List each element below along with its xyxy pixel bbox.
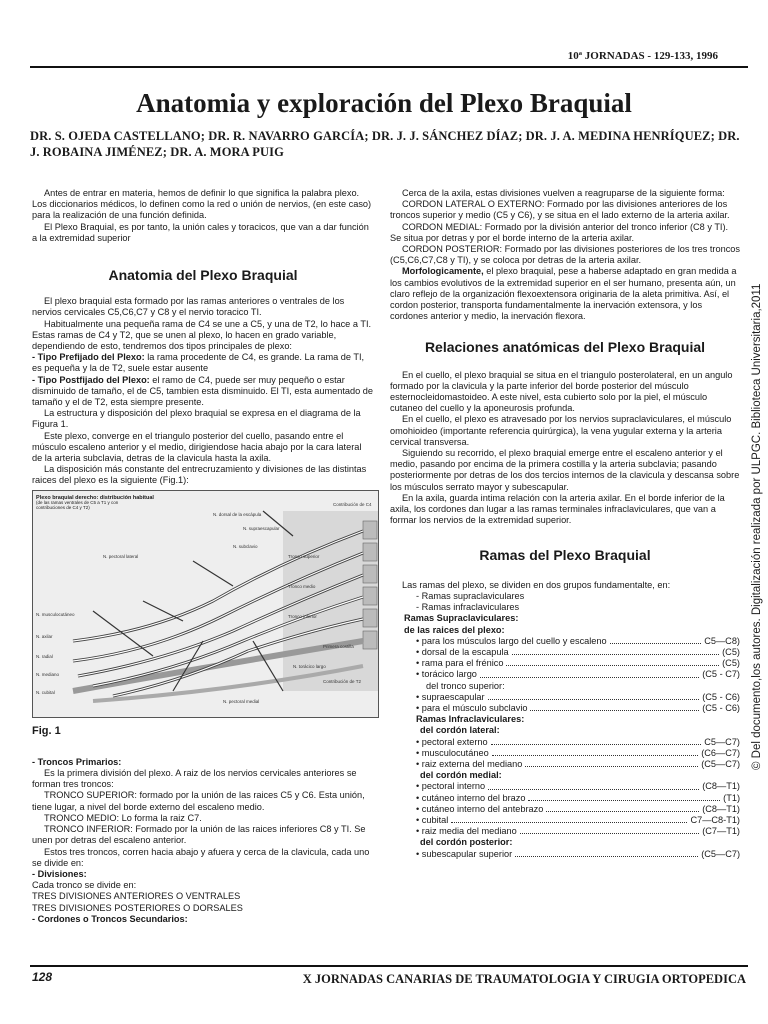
paragraph: TRONCO INFERIOR: Formado por la unión de las raices inferiores C8 y TI. Se unen por detras del escaleno anterior. bbox=[32, 824, 366, 846]
branch-roots: (T1) bbox=[723, 792, 740, 803]
branch-item bbox=[416, 669, 740, 680]
paragraph: CORDON LATERAL O EXTERNO: Formado por las divisiones anteriores de los troncos superior y medio (C5 y C6), y se situa en el lado externo de la arteria axilar. bbox=[390, 199, 730, 221]
bottom-rule bbox=[30, 965, 748, 967]
figure-label: N. pectoral lateral bbox=[103, 553, 139, 559]
branch-item bbox=[416, 781, 740, 792]
paragraph: Habitualmente una pequeña rama de C4 se une a C5, y una de T2, lo hace a TI. Estas ramas de C4 y T2, que se unen al plexo, lo hacen en grado variable, dependiendo de esto, tendremos dos tipos principales de plexo: bbox=[32, 318, 372, 352]
paragraph: Es la primera división del plexo. A raiz de los nervios cervicales anteriores se forman tres troncos: bbox=[32, 768, 357, 790]
paragraph: La estructura y disposición del plexo braquial se expresa en el diagrama de la Figura 1. bbox=[32, 408, 361, 430]
leader-dots bbox=[515, 849, 698, 857]
paragraph: TRES DIVISIONES POSTERIORES O DORSALES bbox=[32, 902, 243, 913]
section-heading: Anatomia del Plexo Braquial bbox=[108, 267, 298, 284]
branch-list bbox=[390, 636, 740, 681]
leader-dots bbox=[525, 759, 698, 767]
leader-dots bbox=[512, 647, 720, 655]
figure-label: N. subclavio bbox=[233, 543, 258, 549]
branch-roots: (C5 - C6) bbox=[702, 702, 740, 713]
subheading: del cordón posterior: bbox=[420, 837, 513, 848]
leader-dots bbox=[491, 737, 702, 745]
leader-dots bbox=[530, 703, 699, 711]
branch-name: • raiz media del mediano bbox=[416, 826, 517, 837]
paragraph: El Plexo Braquial, es por tanto, la unión cales y toracicos, que van a dar función a la extremidad superior bbox=[32, 221, 369, 243]
journal-reference: 10ª JORNADAS - 129-133, 1996 bbox=[567, 50, 718, 62]
branch-name: • pectoral externo bbox=[416, 736, 488, 747]
branch-name: • cutáneo interno del brazo bbox=[416, 792, 526, 803]
paragraph: TRES DIVISIONES ANTERIORES O VENTRALES bbox=[32, 891, 241, 902]
branch-name: • torácico largo bbox=[416, 669, 477, 680]
branch-item bbox=[416, 815, 740, 826]
branch-name: • para el músculo subclavio bbox=[416, 702, 528, 713]
subheading: Ramas Supraclaviculares: bbox=[404, 613, 519, 624]
paragraph: TRONCO MEDIO: Lo forma la raiz C7. bbox=[44, 812, 202, 823]
branch-roots: (C5—C7) bbox=[701, 848, 740, 859]
leader-dots bbox=[610, 636, 702, 644]
paragraph: Las ramas del plexo, se dividen en dos grupos fundamentalte, en: bbox=[402, 579, 671, 590]
branch-name: • raiz externa del mediano bbox=[416, 758, 523, 769]
branch-roots: (C5) bbox=[722, 646, 740, 657]
branch-name: • pectoral interno bbox=[416, 781, 486, 792]
figure-label: Contribución de T2 bbox=[323, 678, 361, 684]
branch-name: • dorsal de la escapula bbox=[416, 646, 509, 657]
branch-item bbox=[416, 658, 740, 669]
branch-list bbox=[390, 737, 740, 771]
branch-item bbox=[416, 636, 740, 647]
figure-subtitle: (de las ramas ventrales de C5 a T1 y con contribuciones de C4 y T2) bbox=[36, 499, 119, 510]
branch-name: • musculocutáneo bbox=[416, 747, 489, 758]
leader-dots bbox=[492, 748, 699, 756]
leader-dots bbox=[528, 793, 720, 801]
leader-dots bbox=[546, 804, 699, 812]
leader-dots bbox=[451, 815, 687, 823]
page-number: 128 bbox=[32, 970, 53, 984]
left-column bbox=[32, 188, 374, 925]
paragraph: En el cuello, el plexo es atravesado por los nervios supraclaviculares, el músculo omohioideo (importante referencia quirúrgica), la vena yugular externa y la arteria cervical transversa. bbox=[390, 414, 732, 447]
branch-roots: C7—C8-T1) bbox=[690, 814, 740, 825]
subheading: del cordón medial: bbox=[420, 770, 502, 781]
leader-dots bbox=[506, 658, 719, 666]
branch-name: • cubital bbox=[416, 814, 449, 825]
journal-footer: X JORNADAS CANARIAS DE TRAUMATOLOGIA Y CIRUGIA ORTOPEDICA bbox=[302, 972, 746, 986]
figure-label: N. cubital bbox=[36, 689, 55, 695]
figure-brachial-plexus bbox=[32, 490, 379, 718]
branch-name: • subescapular superior bbox=[416, 848, 513, 859]
branch-name: • cutáneo interno del antebrazo bbox=[416, 803, 544, 814]
branch-roots: (C5 - C7) bbox=[702, 669, 740, 680]
branch-roots: C5—C7) bbox=[704, 736, 740, 747]
branch-roots: (C6—C7) bbox=[701, 747, 740, 758]
branch-roots: (C5—C7) bbox=[701, 758, 740, 769]
figure-title: Plexo braquial derecho: distribución habitual bbox=[36, 494, 154, 501]
branch-name: • rama para el frénico bbox=[416, 658, 504, 669]
paragraph: - Tipo Postfijado del Plexo: el ramo de C4, puede ser muy pequeño o estar disminuido de tamaño, el de C5, tambien esta disminuido. El TI, esta aumentado de tamaño y el de T2, esta siempre presente. bbox=[32, 374, 373, 408]
branch-name: • para los músculos largo del cuello y escaleno bbox=[416, 635, 607, 646]
paragraph: Siguiendo su recorrido, el plexo braquial emerge entre el escaleno anterior y el medio, pasando por encima de la primera costilla y la arteria subclavia; pasando posteriormente por detras de los dos tercios internos de la clavicula y descansa sobre los músculos serrato mayor y subescapular. bbox=[390, 448, 740, 492]
figure-label: N. radial bbox=[36, 653, 53, 659]
copyright-note: © Del documento,los autores. Digitalización realizada por ULPGC. Biblioteca Universitaria,2011 bbox=[751, 283, 763, 770]
branch-item bbox=[416, 737, 740, 748]
article-title: Anatomia y exploración del Plexo Braquial bbox=[136, 88, 632, 118]
section-heading: Ramas del Plexo Braquial bbox=[479, 547, 651, 564]
branch-item bbox=[416, 703, 740, 714]
paragraph: En la axila, guarda intima relación con la arteria axilar. En el borde inferior de la axila, los cordones dan lugar a las ramas terminales infraclaviculares, que van a formar los nervios de la extremidad superior. bbox=[390, 492, 725, 526]
figure-label: N. axilar bbox=[36, 633, 53, 639]
figure-label: N. musculocutáneo bbox=[36, 611, 75, 617]
branch-roots: (C5) bbox=[722, 658, 740, 669]
figure-label: N. dorsal de la escápula bbox=[213, 511, 262, 517]
paragraph: Cerca de la axila, estas divisiones vuelven a reagruparse de la siguiente forma: bbox=[402, 188, 725, 198]
subheading: - Troncos Primarios: bbox=[32, 756, 122, 767]
list-item: - Ramas infraclaviculares bbox=[416, 602, 520, 613]
figure-label: Tronco inferior bbox=[288, 613, 317, 619]
branch-item bbox=[416, 804, 740, 815]
paragraph: Este plexo, converge en el triangulo posterior del cuello, pasando entre el músculo escaleno anterior y el medio, dirigiendose hacia abajo por la cara lateral de la arteria subclavia, detras de la clavicula hasta la axila. bbox=[32, 430, 362, 464]
branch-list bbox=[390, 692, 740, 714]
branch-item bbox=[416, 692, 740, 703]
paragraph: El plexo braquial esta formado por las ramas anteriores o ventrales de los nervios cervicales C5,C6,C7 y C8 y el nervio toracico TI. bbox=[32, 296, 345, 318]
authors: DR. S. OJEDA CASTELLANO; DR. R. NAVARRO GARCÍA; DR. J. J. SÁNCHEZ DÍAZ; DR. J. A. MEDINA HENRÍQUEZ; DR. J. ROBAINA JIMÉNEZ; DR. A. MORA PUIG bbox=[30, 129, 740, 159]
figure-label: N. supraescapular bbox=[243, 525, 280, 531]
figure-label: Tronco medio bbox=[288, 583, 316, 589]
figure-caption: Fig. 1 bbox=[32, 724, 61, 737]
branch-item bbox=[416, 849, 740, 860]
figure-label: Tronco superior bbox=[288, 553, 320, 559]
subheading: - Cordones o Troncos Secundarios: bbox=[32, 913, 188, 924]
branch-item bbox=[416, 748, 740, 759]
paragraph: Antes de entrar en materia, hemos de definir lo que significa la palabra plexo. Los diccionarios médicos, lo definen como la red o unión de nervios, (en este caso) para la realización de una función definida. bbox=[32, 188, 372, 221]
section-heading: Relaciones anatómicas del Plexo Braquial bbox=[424, 339, 706, 356]
branch-list bbox=[390, 849, 740, 860]
subheading: del tronco superior: bbox=[426, 680, 505, 691]
subheading: Ramas Infraclaviculares: bbox=[416, 714, 525, 725]
right-column bbox=[390, 188, 740, 860]
subheading: del cordón lateral: bbox=[420, 725, 500, 736]
branch-roots: (C7—T1) bbox=[702, 826, 740, 837]
figure-label: Contribución de C4 bbox=[333, 501, 372, 507]
branch-roots: (C5 - C6) bbox=[702, 691, 740, 702]
branch-item bbox=[416, 647, 740, 658]
paragraph: Cada tronco se divide en: bbox=[32, 880, 137, 891]
leader-dots bbox=[520, 826, 699, 834]
figure-label: N. torácico largo bbox=[293, 663, 326, 669]
paragraph: TRONCO SUPERIOR: formado por la unión de las raices C5 y C6. Esta unión, tiene lugar, a nivel del borde externo del escaleno medio. bbox=[32, 790, 365, 812]
paragraph: Morfologicamente, el plexo braquial, pese a haberse adaptado en gran medida a los cambios evolutivos de la extremidad superior en el ser humano, presenta aún, un claro reflejo de la organización flexoextensora originaria de la aleta primitiva. Así, el cordon posterior, transporta fundamentalmente la inervación extensora, y los cordones anterior y medio, la inervación flexora. bbox=[390, 266, 737, 322]
leader-dots bbox=[480, 669, 699, 677]
branch-roots: (C8—T1) bbox=[702, 781, 740, 792]
list-item: - Ramas supraclaviculares bbox=[416, 590, 525, 601]
top-rule bbox=[30, 66, 748, 68]
paragraph: La disposición más constante del entrecruzamiento y divisiones de las distintas raices del plexo es la siguiente (Fig.1): bbox=[32, 464, 367, 486]
branch-roots: C5—C8) bbox=[704, 635, 740, 646]
figure-label: N. pectoral medial bbox=[223, 698, 260, 704]
paragraph: CORDON MEDIAL: Formado por la división anterior del tronco inferior (C8 y TI). Se situa por detras y por el borde interno de la arteria axilar. bbox=[390, 221, 729, 243]
leader-dots bbox=[488, 692, 700, 700]
subheading: de las raices del plexo: bbox=[404, 624, 505, 635]
subheading: - Divisiones: bbox=[32, 868, 87, 879]
branch-roots: (C8—T1) bbox=[702, 803, 740, 814]
figure-label: N. mediano bbox=[36, 671, 60, 677]
paragraph: - Tipo Prefijado del Plexo: la rama procedente de C4, es grande. La rama de TI, es pequeña y la de T2, suele estar ausente bbox=[32, 352, 365, 374]
figure-label: Primera costilla bbox=[323, 643, 354, 649]
paragraph: Estos tres troncos, corren hacia abajo y afuera y cerca de la clavicula, cada uno se divide en: bbox=[32, 846, 370, 868]
leader-dots bbox=[488, 781, 699, 789]
branch-item bbox=[416, 793, 740, 804]
paragraph: En el cuello, el plexo braquial se situa en el triangulo posterolateral, en un angulo formado por la clavicula y la parte inferior del borde posterior del músculo esternocleidomastoideo. A este nivel, esta cubierto solo por la piel, el músculo cutaneo del cuello y la aponeurosis profunda. bbox=[390, 369, 733, 414]
branch-name: • supraescapular bbox=[416, 691, 485, 702]
paragraph: CORDON POSTERIOR: Formado por las divisiones posteriores de los tres troncos (C5,C6,C7,C8 y TI), y se coloca por detras de la arteria axilar. bbox=[390, 244, 741, 266]
branch-item bbox=[416, 826, 740, 837]
branch-list bbox=[390, 781, 740, 837]
branch-item bbox=[416, 759, 740, 770]
